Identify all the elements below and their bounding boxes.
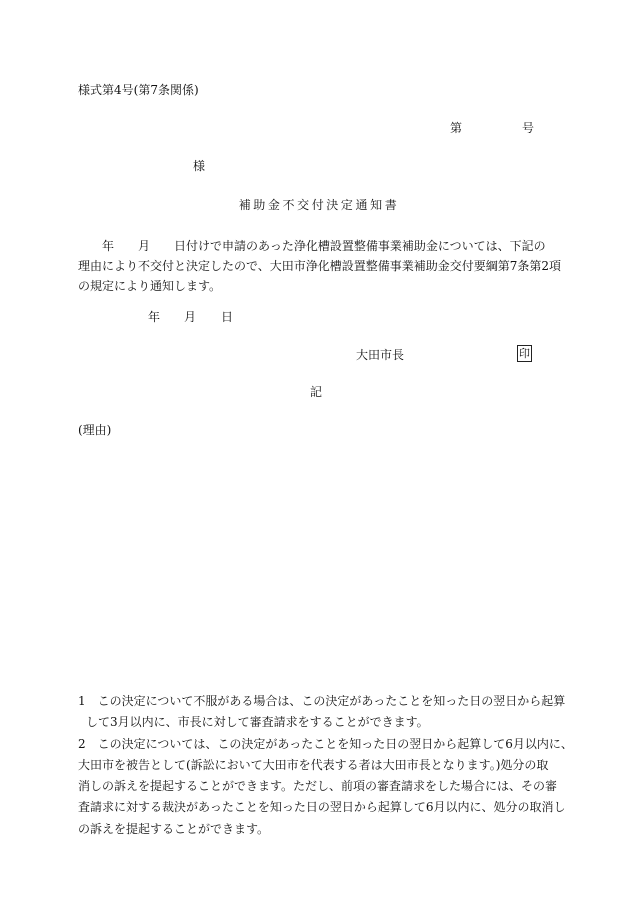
notes-section xyxy=(78,691,573,840)
body-paragraph xyxy=(78,236,562,296)
document-title: 補助金不交付決定通知書 xyxy=(238,198,400,212)
ki-heading: 記 xyxy=(310,385,323,399)
seal-mark: 印 xyxy=(519,347,530,360)
issuer-name: 大田市長 xyxy=(356,348,405,362)
date-day: 日 xyxy=(221,310,234,324)
note-line: の訴えを提起することができます。 xyxy=(78,821,270,836)
note-line: 消しの訴えを提起することができます。ただし、前項の審査請求をした場合には、その審 xyxy=(78,779,558,794)
reason-label: (理由) xyxy=(78,423,112,437)
number-suffix: 号 xyxy=(522,121,535,135)
body-line: の規定により通知します。 xyxy=(78,279,222,293)
date-year: 年 xyxy=(148,310,161,324)
form-label: 様式第4号(第7条関係) xyxy=(78,83,199,97)
note-line: 2 この決定については、この決定があったことを知った日の翌日から起算して6月以内に、 xyxy=(78,736,573,751)
note-line: して3月以内に、市長に対して審査請求をすることができます。 xyxy=(86,715,429,730)
date-month: 月 xyxy=(184,310,197,324)
body-line: 理由により不交付と決定したので、大田市浄化槽設置整備事業補助金交付要綱第7条第2項 xyxy=(78,259,562,273)
note-line: 大田市を被告として(訴訟において大田市を代表する者は大田市長となります。)処分の取 xyxy=(78,757,549,772)
addressee-honorific: 様 xyxy=(193,159,206,173)
body-line: 年 月 日付けで申請のあった浄化槽設置整備事業補助金については、下記の xyxy=(78,239,546,253)
number-prefix: 第 xyxy=(450,121,463,135)
note-line: 1 この決定について不服がある場合は、この決定があったことを知った日の翌日から起算 xyxy=(78,694,566,708)
note-line: 査請求に対する裁決があったことを知った日の翌日から起算して6月以内に、処分の取消し xyxy=(78,800,566,815)
